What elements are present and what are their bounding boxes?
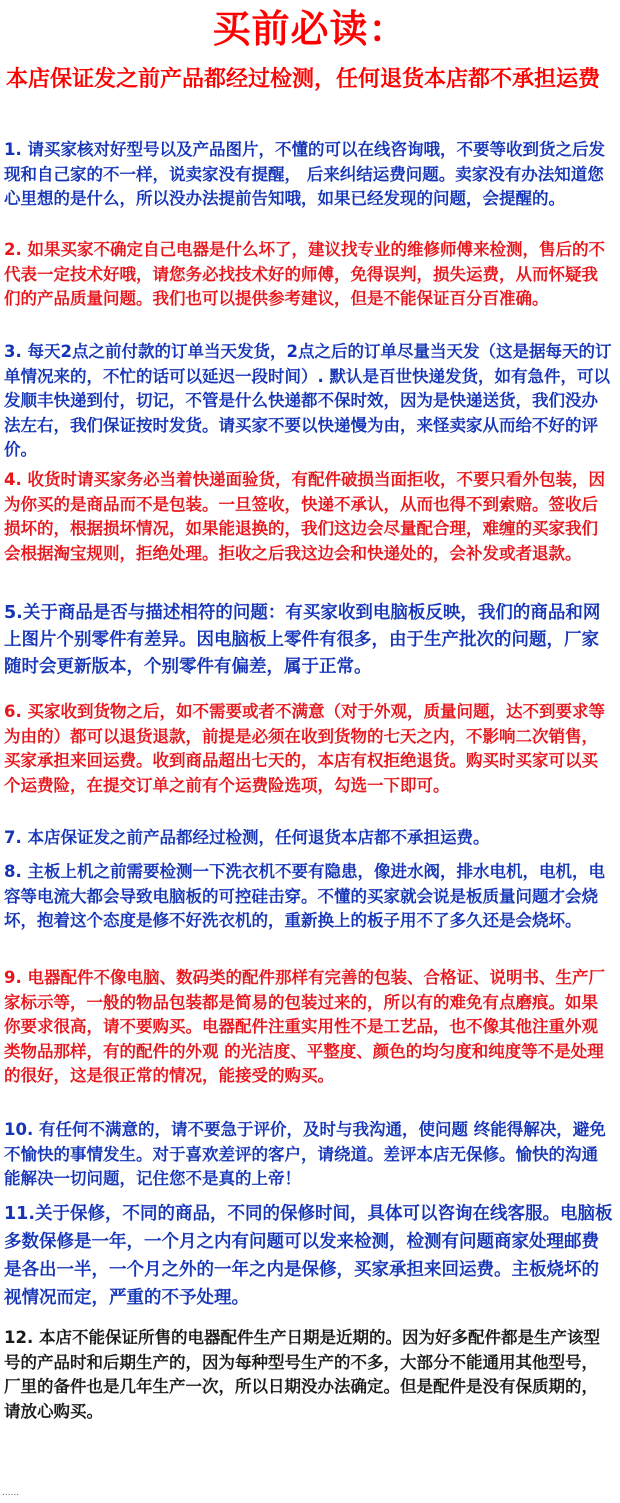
- notice-paragraph-2: 2. 如果买家不确定自己电器是什么坏了，建议找专业的维修师傅来检测，售后的不代表一定技术好哦，请您务必找技术好的师傅，免得误判，损失运费，从而怀疑我们的产品质量问题。我们也可以提供参考建议，但是不能保证百分百准确。: [4, 240, 605, 308]
- footer-ellipsis: ......: [2, 1488, 20, 1498]
- notice-paragraph-8: 8. 主板上机之前需要检测一下洗衣机不要有隐患，像进水阀，排水电机，电机，电容等电流大都会导致电脑板的可控硅击穿。不懂的买家就会说是板质量问题才会烧坏，抱着这个态度是修不好洗衣机的，重新换上的板子用不了多久还是会烧坏。: [4, 862, 605, 930]
- notice-paragraph-12: 12. 本店不能保证所售的电器配件生产日期是近期的。因为好多配件都是生产该型号的产品时和后期生产的，因为每种型号生产的不多，大部分不能通用其他型号，厂里的备件也是几年生产一次，所以日期没办法确定。但是配件是没有保质期的，请放心购买。: [4, 1328, 600, 1421]
- notice-subtitle: 本店保证发之前产品都经过检测，任何退货本店都不承担运费: [6, 67, 601, 92]
- notice-paragraph-3: 3. 每天2点之前付款的订单当天发货，2点之后的订单尽量当天发（这是据每天的订单情况来的，不忙的话可以延迟一段时间）. 默认是百世快递发货，如有急件，可以发顺丰快递到付，切记，不管是什么快递都不保时效，因为是快递送货，我们没办法左右，我们保证按时发货。请买家不要以快递慢为由，来怪卖家从而给不好的评价。: [4, 342, 612, 459]
- notice-paragraph-11: 11.关于保修，不同的商品，不同的保修时间，具体可以咨询在线客服。电脑板多数保修是一年，一个月之内有问题可以发来检测，检测有问题商家处理邮费是各出一半，一个月之外的一年之内是保修，买家承担来回运费。主板烧坏的视情况而定，严重的不予处理。: [4, 1204, 613, 1308]
- notice-paragraph-4: 4. 收货时请买家务必当着快递面验货，有配件破损当面拒收，不要只看外包装，因为你买的是商品而不是包装。一旦签收，快递不承认，从而也得不到索赔。签收后损坏的，根据损坏情况，如果能退换的，我们这边会尽量配合理，难缠的买家我们会根据淘宝规则，拒绝处理。拒收之后我这边会和快递处的，会补发或者退款。: [4, 470, 605, 563]
- notice-paragraph-1: 1. 请买家核对好型号以及产品图片，不懂的可以在线咨询哦，不要等收到货之后发现和自己家的不一样，说卖家没有提醒， 后来纠结运费问题。卖家没有办法知道您心里想的是什么，所以没办法提前告知哦，如果已经发现的问题，会提醒的。: [4, 140, 605, 208]
- page-title: 买前必读：: [212, 7, 408, 51]
- notice-paragraph-6: 6. 买家收到货物之后，如不需要或者不满意（对于外观，质量问题，达不到要求等为由的）都可以退货退款，前提是必须在收到货物的七天之内，不影响二次销售，买家承担来回运费。收到商品超出七天的，本店有权拒绝退货。购买时买家可以买个运费险，在提交订单之前有个运费险选项，勾选一下即可。: [4, 702, 605, 795]
- notice-paragraph-9: 9. 电器配件不像电脑、数码类的配件那样有完善的包装、合格证、说明书、生产厂家标示等，一般的物品包装都是简易的包装过来的，所以有的难免有点磨痕。如果你要求很高，请不要购买。电器配件注重实用性不是工艺品，也不像其他注重外观类物品那样，有的配件的外观 的光洁度、平整度、颜色的均匀度和纯度等不是处理的很好，这是很正常的情况，能接受的购买。: [4, 968, 605, 1085]
- notice-paragraph-5: 5.关于商品是否与描述相符的问题：有买家收到电脑板反映，我们的商品和网上图片个别零件有差异。因电脑板上零件有很多，由于生产批次的问题，厂家随时会更新版本，个别零件有偏差，属于正常。: [4, 603, 601, 677]
- notice-paragraph-7: 7. 本店保证发之前产品都经过检测，任何退货本店都不承担运费。: [4, 828, 490, 847]
- notice-paragraph-10: 10. 有任何不满意的，请不要急于评价，及时与我沟通，使问题 终能得解决，避免不愉快的事情发生。对于喜欢差评的客户，请绕道。差评本店无保修。愉快的沟通能解决一切问题，记住您不是真的上帝！: [4, 1120, 606, 1188]
